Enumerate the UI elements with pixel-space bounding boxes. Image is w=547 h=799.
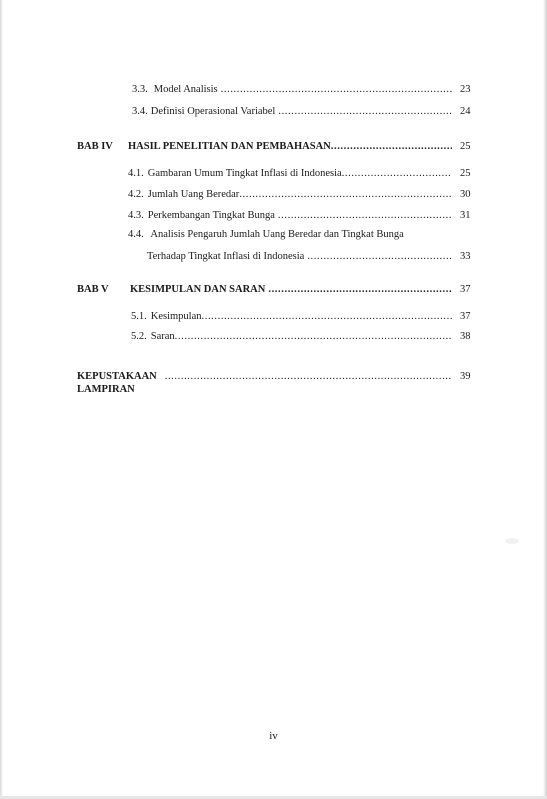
toc-chapter-title: KESIMPULAN DAN SARAN: [130, 284, 266, 295]
toc-chapter-title: HASIL PENELITIAN DAN PEMBAHASAN: [128, 141, 331, 152]
toc-entry-page: 23: [460, 84, 471, 95]
toc-chapter-bab-iv[interactable]: [128, 140, 471, 153]
toc-entry-page: 31: [460, 210, 471, 221]
toc-entry-page: 24: [460, 106, 471, 117]
toc-entry-page: 25: [460, 141, 471, 152]
toc-entry-4-4[interactable]: [128, 228, 404, 241]
toc-dot-leader: [307, 250, 452, 263]
toc-dot-leader: [202, 310, 453, 323]
toc-dot-leader: [175, 330, 452, 343]
toc-entry-number: 5.2.: [131, 331, 147, 342]
toc-entry-lampiran[interactable]: [77, 383, 135, 396]
toc-entry-number: 4.3.: [128, 210, 144, 221]
toc-entry-page: 37: [460, 284, 471, 295]
toc-entry-page: 39: [460, 371, 471, 382]
toc-entry-4-3[interactable]: [128, 209, 471, 222]
toc-entry-number: 3.3.: [132, 84, 148, 95]
toc-dot-leader: [239, 188, 452, 201]
toc-entry-5-1[interactable]: [131, 310, 471, 323]
toc-entry-4-2[interactable]: [128, 188, 471, 201]
toc-entry-3-4[interactable]: [132, 105, 471, 118]
toc-entry-kepustakaan[interactable]: [77, 370, 471, 383]
toc-entry-number: 4.4.: [128, 229, 144, 240]
toc-entry-3-3[interactable]: [132, 83, 471, 96]
toc-entry-title: Gambaran Umum Tingkat Inflasi di Indonesia: [147, 168, 342, 179]
toc-chapter-bab-v[interactable]: [130, 283, 471, 296]
toc-entry-number: 3.4.: [132, 106, 148, 117]
toc-dot-leader: [331, 140, 452, 153]
page-number: iv: [269, 730, 278, 742]
toc-entry-title: LAMPIRAN: [77, 384, 135, 395]
toc-entry-page: 25: [460, 168, 471, 179]
toc-dot-leader: [342, 167, 452, 180]
chapter-label-bab-iv: BAB IV: [77, 141, 113, 152]
toc-entry-page: 37: [460, 311, 471, 322]
toc-entry-page: 30: [460, 189, 471, 200]
toc-entry-title: Definisi Operasional Variabel: [150, 106, 276, 117]
toc-dot-leader: [278, 105, 452, 118]
toc-entry-title: Saran: [150, 331, 175, 342]
toc-entry-number: 5.1.: [131, 311, 147, 322]
toc-dot-leader: [165, 370, 452, 383]
toc-entry-title: KEPUSTAKAAN: [77, 371, 157, 382]
toc-entry-title: Terhadap Tingkat Inflasi di Indonesia: [147, 251, 305, 262]
toc-entry-number: 4.2.: [128, 189, 144, 200]
toc-entry-title: Perkembangan Tingkat Bunga: [147, 210, 275, 221]
toc-dot-leader: [221, 83, 452, 96]
toc-entry-page: 38: [460, 331, 471, 342]
toc-entry-title: Analisis Pengaruh Jumlah Uang Beredar dan Tingkat Bunga: [150, 229, 404, 240]
toc-entry-5-2[interactable]: [131, 330, 471, 343]
toc-entry-title: Jumlah Uang Beredar: [147, 189, 240, 200]
toc-dot-leader: [268, 283, 452, 296]
toc-entry-page: 33: [460, 251, 471, 262]
chapter-label-bab-v: BAB V: [77, 284, 109, 295]
toc-entry-4-4-continued[interactable]: [147, 250, 471, 263]
toc-entry-title: Model Analisis: [153, 84, 218, 95]
toc-entry-title: Kesimpulan: [150, 311, 202, 322]
toc-dot-leader: [278, 209, 452, 222]
toc-entry-number: 4.1.: [128, 168, 144, 179]
toc-entry-4-1[interactable]: [128, 167, 471, 180]
